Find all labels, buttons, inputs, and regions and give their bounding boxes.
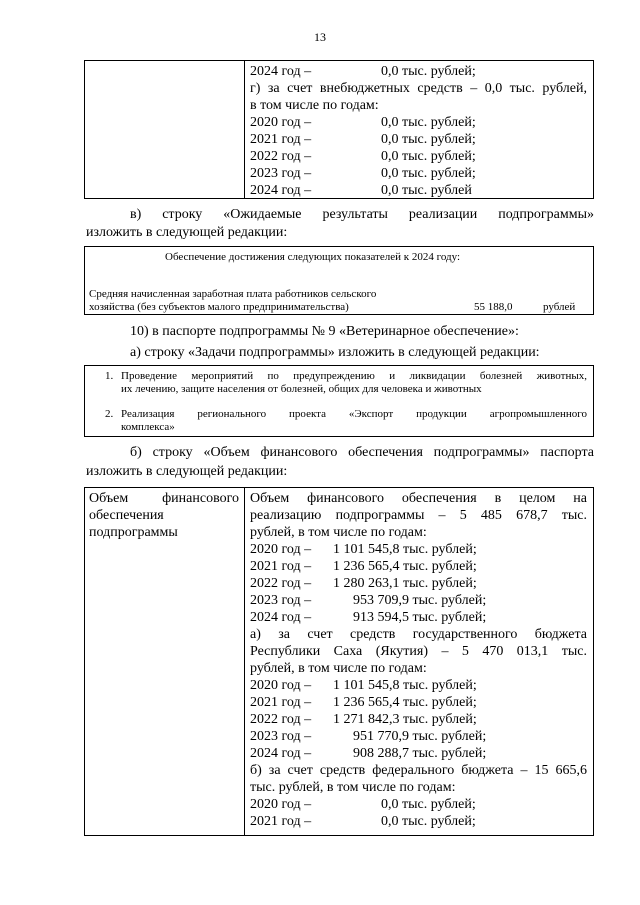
year-amount-line	[250, 711, 477, 728]
year-label: 2023 год –	[250, 593, 312, 608]
tasks-box	[84, 365, 594, 437]
table-right-cell	[250, 63, 588, 198]
text-line: рублей, в том числе по годам:	[250, 661, 427, 676]
amount-value: 0,0 тыс. рублей;	[381, 797, 476, 812]
paragraph-expected-results-cont: изложить в следующей редакции:	[86, 225, 288, 240]
text-line: тыс. рублей, в том числе по годам:	[250, 780, 456, 795]
year-amount-line	[250, 609, 486, 626]
year-label: 2020 год –	[250, 542, 312, 557]
year-amount-line	[250, 131, 476, 148]
amount-value: 0,0 тыс. рублей;	[381, 149, 476, 164]
year-amount-line	[250, 541, 477, 558]
text-line: Объем финансового обеспечения в целом на	[250, 491, 587, 506]
year-amount-line	[250, 728, 486, 745]
paragraph-funding-cont: изложить в следующей редакции:	[86, 464, 288, 479]
paragraph-funding: б) строку «Объем финансового обеспечения подпрограммы» паспорта	[130, 445, 594, 460]
text-line: б) за счет средств федерального бюджета – 15 665,6	[250, 763, 587, 778]
year-label: 2020 год –	[250, 115, 312, 130]
left-cell-line-2: обеспечения	[89, 508, 164, 523]
left-cell-line-1: Объем финансового	[89, 491, 239, 506]
task-2-number: 2.	[105, 408, 114, 420]
year-amount-line	[250, 148, 476, 165]
amount-value: 0,0 тыс. рублей;	[381, 814, 476, 829]
results-heading: Обеспечение достижения следующих показателей к 2024 году:	[165, 251, 461, 263]
year-label: 2021 год –	[250, 814, 312, 829]
year-amount-line	[250, 745, 486, 762]
amount-value: 953 709,9 тыс. рублей;	[353, 593, 487, 608]
page-number: 13	[314, 30, 326, 44]
amount-value: 1 236 565,4 тыс. рублей;	[333, 559, 477, 574]
amount-value: 908 288,7 тыс. рублей;	[353, 746, 487, 761]
year-amount-line	[250, 592, 486, 609]
indicator-line-1: Средняя начисленная заработная плата работников сельского	[89, 288, 377, 300]
year-amount-line	[250, 796, 476, 813]
year-amount-line	[250, 558, 477, 575]
year-amount-line	[250, 63, 476, 80]
year-amount-line	[250, 694, 477, 711]
amount-value: 0,0 тыс. рублей	[381, 183, 472, 198]
year-amount-line	[250, 165, 476, 182]
year-label: 2021 год –	[250, 132, 312, 147]
task-2-line-2: комплекса»	[121, 421, 175, 433]
left-cell-line-3: подпрограммы	[89, 525, 178, 540]
year-label: 2021 год –	[250, 559, 312, 574]
amount-value: 0,0 тыс. рублей;	[381, 115, 476, 130]
year-label: 2024 год –	[250, 746, 312, 761]
paragraph-expected-results: в) строку «Ожидаемые результаты реализации подпрограммы»	[130, 207, 594, 222]
paragraph-10: 10) в паспорте подпрограммы № 9 «Ветеринарное обеспечение»:	[130, 324, 519, 339]
year-amount-line	[250, 182, 472, 199]
year-label: 2024 год –	[250, 610, 312, 625]
expected-results-box	[84, 246, 594, 315]
amount-value: 1 101 545,8 тыс. рублей;	[333, 678, 477, 693]
amount-value: 0,0 тыс. рублей;	[381, 64, 476, 79]
year-label: 2022 год –	[250, 712, 312, 727]
table-right-cell	[250, 490, 588, 835]
task-1-line-2: их лечению, защите населения от болезней, общих для человека и животных	[121, 383, 482, 395]
year-amount-line	[250, 575, 477, 592]
text-line: г) за счет внебюджетных средств – 0,0 тыс. рублей,	[250, 81, 587, 96]
paragraph-tasks: а) строку «Задачи подпрограммы» изложить в следующей редакции:	[130, 345, 540, 360]
year-label: 2023 год –	[250, 166, 312, 181]
table-funding	[84, 487, 594, 836]
text-line: Республики Саха (Якутия) – 5 470 013,1 тыс.	[250, 644, 587, 659]
text-line: в том числе по годам:	[250, 98, 379, 113]
year-label: 2021 год –	[250, 695, 312, 710]
indicator-value: 55 188,0	[474, 301, 513, 313]
year-label: 2022 год –	[250, 149, 312, 164]
task-1-line-1: Проведение мероприятий по предупреждению и ликвидации болезней животных,	[121, 370, 587, 382]
amount-value: 0,0 тыс. рублей;	[381, 166, 476, 181]
amount-value: 1 101 545,8 тыс. рублей;	[333, 542, 477, 557]
text-line: рублей, в том числе по годам:	[250, 525, 427, 540]
year-label: 2020 год –	[250, 678, 312, 693]
task-1-number: 1.	[105, 370, 114, 382]
amount-value: 913 594,5 тыс. рублей;	[353, 610, 487, 625]
year-label: 2024 год –	[250, 64, 312, 79]
amount-value: 951 770,9 тыс. рублей;	[353, 729, 487, 744]
year-label: 2020 год –	[250, 797, 312, 812]
text-line: реализацию подпрограммы – 5 485 678,7 тыс.	[250, 508, 587, 523]
amount-value: 1 280 263,1 тыс. рублей;	[333, 576, 477, 591]
amount-value: 1 236 565,4 тыс. рублей;	[333, 695, 477, 710]
task-2-line-1: Реализация регионального проекта «Экспорт продукции агропромышленного	[121, 408, 587, 420]
table-budget-continuation	[84, 60, 594, 199]
year-amount-line	[250, 677, 477, 694]
text-line: а) за счет средств государственного бюджета	[250, 627, 587, 642]
amount-value: 1 271 842,3 тыс. рублей;	[333, 712, 477, 727]
year-label: 2024 год –	[250, 183, 312, 198]
indicator-line-2: хозяйства (без субъектов малого предпринимательства)	[89, 301, 349, 313]
indicator-unit: рублей	[543, 301, 576, 313]
year-amount-line	[250, 813, 476, 830]
year-amount-line	[250, 114, 476, 131]
amount-value: 0,0 тыс. рублей;	[381, 132, 476, 147]
year-label: 2022 год –	[250, 576, 312, 591]
year-label: 2023 год –	[250, 729, 312, 744]
